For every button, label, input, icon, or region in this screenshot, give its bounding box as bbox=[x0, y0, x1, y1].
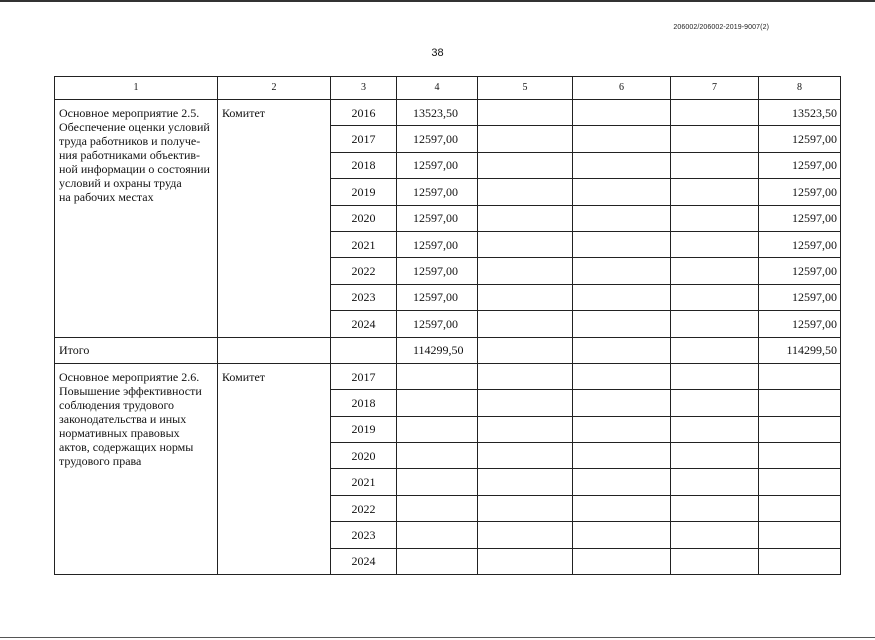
year-cell: 2021 bbox=[331, 469, 397, 495]
total-amount-cell: 12597,00 bbox=[759, 152, 841, 178]
empty-cell bbox=[573, 495, 671, 521]
empty-cell bbox=[671, 152, 759, 178]
empty-cell bbox=[573, 416, 671, 442]
empty-cell bbox=[573, 100, 671, 126]
empty-cell bbox=[671, 469, 759, 495]
amount-cell: 12597,00 bbox=[397, 311, 478, 337]
amount-cell: 12597,00 bbox=[397, 152, 478, 178]
empty-cell bbox=[331, 337, 397, 363]
event-line: Основное мероприятие 2.6. bbox=[59, 369, 200, 384]
empty-cell bbox=[478, 337, 573, 363]
year-cell: 2019 bbox=[331, 179, 397, 205]
table-row bbox=[55, 100, 841, 126]
column-header: 1 bbox=[55, 77, 218, 100]
event-line: законодательства и иных bbox=[59, 411, 187, 426]
empty-cell bbox=[573, 443, 671, 469]
empty-cell bbox=[671, 126, 759, 152]
total-amount-cell: 12597,00 bbox=[759, 258, 841, 284]
empty-cell bbox=[671, 390, 759, 416]
document-id: 206002/206002-2019-9007(2) bbox=[673, 24, 769, 31]
empty-cell bbox=[397, 363, 478, 389]
column-header: 7 bbox=[671, 77, 759, 100]
empty-cell bbox=[573, 522, 671, 548]
empty-cell bbox=[218, 337, 331, 363]
total-amount-cell: 12597,00 bbox=[759, 231, 841, 257]
page-number: 38 bbox=[431, 47, 444, 59]
event-line: нормативных правовых bbox=[59, 425, 180, 440]
empty-cell bbox=[478, 205, 573, 231]
empty-cell bbox=[671, 100, 759, 126]
event-line: соблюдения трудового bbox=[59, 397, 175, 412]
empty-cell bbox=[671, 443, 759, 469]
empty-cell bbox=[759, 522, 841, 548]
empty-cell bbox=[671, 205, 759, 231]
amount-cell: 12597,00 bbox=[397, 126, 478, 152]
empty-cell bbox=[397, 548, 478, 574]
empty-cell bbox=[397, 522, 478, 548]
table-row bbox=[55, 363, 841, 389]
empty-cell bbox=[573, 548, 671, 574]
empty-cell bbox=[573, 126, 671, 152]
empty-cell bbox=[573, 363, 671, 389]
empty-cell bbox=[478, 548, 573, 574]
empty-cell bbox=[759, 469, 841, 495]
empty-cell bbox=[671, 522, 759, 548]
column-header: 6 bbox=[573, 77, 671, 100]
total-amount-cell: 12597,00 bbox=[759, 179, 841, 205]
empty-cell bbox=[397, 469, 478, 495]
year-cell: 2016 bbox=[331, 100, 397, 126]
event-description-2-6 bbox=[55, 363, 218, 574]
empty-cell bbox=[671, 258, 759, 284]
year-cell: 2024 bbox=[331, 311, 397, 337]
event-line: Обеспечение оценки условий bbox=[59, 120, 210, 134]
empty-cell bbox=[478, 152, 573, 178]
amount-cell: 12597,00 bbox=[397, 179, 478, 205]
empty-cell bbox=[573, 231, 671, 257]
empty-cell bbox=[478, 522, 573, 548]
empty-cell bbox=[573, 337, 671, 363]
empty-cell bbox=[478, 416, 573, 442]
empty-cell bbox=[759, 443, 841, 469]
empty-cell bbox=[573, 390, 671, 416]
empty-cell bbox=[478, 126, 573, 152]
budget-table bbox=[54, 76, 841, 575]
total-row bbox=[55, 337, 841, 363]
grand-total-cell: 114299,50 bbox=[759, 337, 841, 363]
empty-cell bbox=[671, 416, 759, 442]
column-header: 4 bbox=[397, 77, 478, 100]
event-line: актов, содержащих нормы bbox=[59, 439, 194, 454]
event-line: условий и охраны труда bbox=[59, 176, 182, 190]
column-header: 8 bbox=[759, 77, 841, 100]
event-line: Основное мероприятие 2.5. bbox=[59, 106, 200, 120]
empty-cell bbox=[759, 363, 841, 389]
empty-cell bbox=[397, 390, 478, 416]
empty-cell bbox=[478, 495, 573, 521]
empty-cell bbox=[671, 179, 759, 205]
empty-cell bbox=[759, 416, 841, 442]
year-cell: 2020 bbox=[331, 205, 397, 231]
page-top-edge bbox=[0, 0, 875, 2]
empty-cell bbox=[573, 152, 671, 178]
empty-cell bbox=[397, 443, 478, 469]
total-label: Итого bbox=[55, 337, 218, 363]
executor-cell: Комитет bbox=[218, 100, 331, 338]
empty-cell bbox=[478, 390, 573, 416]
event-line: ной информации о состоянии bbox=[59, 162, 210, 176]
event-line: трудового права bbox=[59, 453, 142, 468]
amount-cell: 12597,00 bbox=[397, 231, 478, 257]
year-cell: 2021 bbox=[331, 231, 397, 257]
empty-cell bbox=[397, 495, 478, 521]
event-description-2-5 bbox=[55, 100, 218, 338]
empty-cell bbox=[671, 495, 759, 521]
event-line: ния работниками объектив- bbox=[59, 148, 201, 162]
empty-cell bbox=[573, 311, 671, 337]
year-cell: 2018 bbox=[331, 390, 397, 416]
total-amount-cell: 114299,50 bbox=[397, 337, 478, 363]
year-cell: 2023 bbox=[331, 284, 397, 310]
year-cell: 2017 bbox=[331, 126, 397, 152]
event-line: на рабочих местах bbox=[59, 190, 154, 204]
empty-cell bbox=[478, 258, 573, 284]
empty-cell bbox=[478, 284, 573, 310]
amount-cell: 12597,00 bbox=[397, 258, 478, 284]
year-cell: 2017 bbox=[331, 363, 397, 389]
total-amount-cell: 12597,00 bbox=[759, 284, 841, 310]
column-header: 3 bbox=[331, 77, 397, 100]
empty-cell bbox=[478, 100, 573, 126]
amount-cell: 13523,50 bbox=[397, 100, 478, 126]
empty-cell bbox=[478, 469, 573, 495]
event-line: Повышение эффективности bbox=[59, 383, 202, 398]
total-amount-cell: 12597,00 bbox=[759, 126, 841, 152]
year-cell: 2018 bbox=[331, 152, 397, 178]
year-cell: 2022 bbox=[331, 495, 397, 521]
empty-cell bbox=[759, 390, 841, 416]
year-cell: 2019 bbox=[331, 416, 397, 442]
total-amount-cell: 12597,00 bbox=[759, 311, 841, 337]
empty-cell bbox=[671, 311, 759, 337]
event-line: труда работников и получе- bbox=[59, 134, 201, 148]
year-cell: 2020 bbox=[331, 443, 397, 469]
empty-cell bbox=[478, 311, 573, 337]
column-header: 2 bbox=[218, 77, 331, 100]
empty-cell bbox=[397, 416, 478, 442]
amount-cell: 12597,00 bbox=[397, 284, 478, 310]
year-cell: 2023 bbox=[331, 522, 397, 548]
empty-cell bbox=[478, 179, 573, 205]
page-bottom-edge bbox=[0, 637, 875, 638]
empty-cell bbox=[573, 179, 671, 205]
empty-cell bbox=[671, 231, 759, 257]
total-amount-cell: 13523,50 bbox=[759, 100, 841, 126]
empty-cell bbox=[671, 363, 759, 389]
empty-cell bbox=[759, 495, 841, 521]
column-number-row bbox=[55, 77, 841, 100]
empty-cell bbox=[573, 284, 671, 310]
empty-cell bbox=[573, 469, 671, 495]
empty-cell bbox=[478, 443, 573, 469]
empty-cell bbox=[478, 363, 573, 389]
empty-cell bbox=[573, 258, 671, 284]
total-amount-cell: 12597,00 bbox=[759, 205, 841, 231]
amount-cell: 12597,00 bbox=[397, 205, 478, 231]
empty-cell bbox=[671, 548, 759, 574]
year-cell: 2024 bbox=[331, 548, 397, 574]
column-header: 5 bbox=[478, 77, 573, 100]
empty-cell bbox=[671, 284, 759, 310]
empty-cell bbox=[671, 337, 759, 363]
empty-cell bbox=[573, 205, 671, 231]
year-cell: 2022 bbox=[331, 258, 397, 284]
executor-cell: Комитет bbox=[218, 363, 331, 574]
empty-cell bbox=[759, 548, 841, 574]
empty-cell bbox=[478, 231, 573, 257]
